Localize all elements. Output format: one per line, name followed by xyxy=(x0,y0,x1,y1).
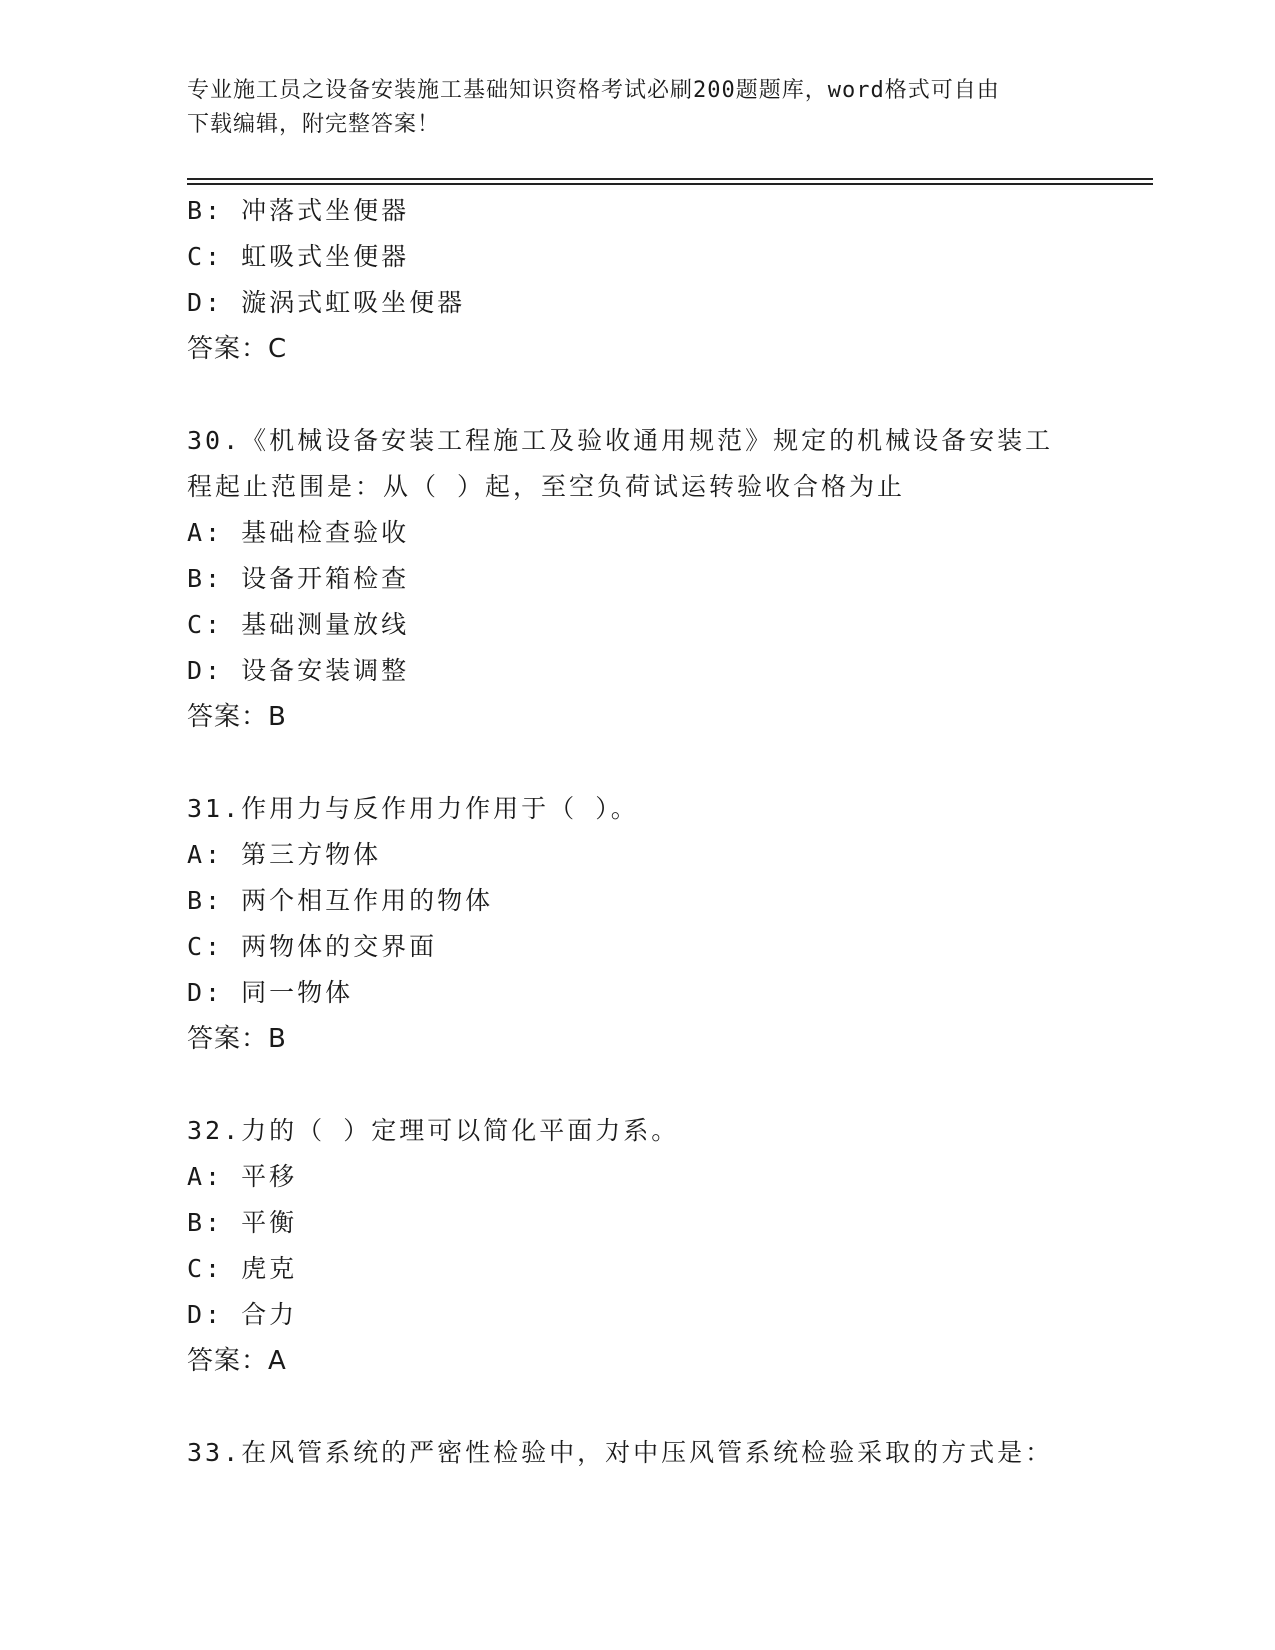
spacer xyxy=(187,1062,1087,1108)
option-b: B: 冲落式坐便器 xyxy=(187,196,410,225)
question-stem: 30.《机械设备安装工程施工及验收通用规范》规定的机械设备安装工 xyxy=(187,426,1054,455)
answer: 答案：B xyxy=(187,1024,287,1054)
option-b: B: 设备开箱检查 xyxy=(187,564,410,593)
question-31 xyxy=(187,786,1087,1062)
question-stem-continued: 程起止范围是：从（ ）起，至空负荷试运转验收合格为止 xyxy=(187,472,906,501)
option-a: A: 基础检查验收 xyxy=(187,518,410,547)
spacer xyxy=(187,740,1087,786)
header-line-2: 下载编辑，附完整答案！ xyxy=(187,112,441,137)
question-list xyxy=(187,188,1087,1476)
question-29-tail xyxy=(187,188,1087,372)
option-a: A: 第三方物体 xyxy=(187,840,382,869)
option-c: C: 虹吸式坐便器 xyxy=(187,242,410,271)
spacer xyxy=(187,1384,1087,1430)
question-stem: 33.在风管系统的严密性检验中，对中压风管系统检验采取的方式是： xyxy=(187,1438,1054,1467)
option-a: A: 平移 xyxy=(187,1162,298,1191)
question-stem: 31.作用力与反作用力作用于（ ）。 xyxy=(187,794,639,823)
question-33 xyxy=(187,1430,1087,1476)
answer: 答案：C xyxy=(187,334,288,364)
answer: 答案：A xyxy=(187,1346,287,1376)
option-d: D: 同一物体 xyxy=(187,978,354,1007)
answer: 答案：B xyxy=(187,702,287,732)
option-d: D: 设备安装调整 xyxy=(187,656,410,685)
option-b: B: 平衡 xyxy=(187,1208,298,1237)
option-d: D: 漩涡式虹吸坐便器 xyxy=(187,288,466,317)
option-d: D: 合力 xyxy=(187,1300,298,1329)
question-stem: 32.力的（ ）定理可以简化平面力系。 xyxy=(187,1116,680,1145)
option-c: C: 两物体的交界面 xyxy=(187,932,438,961)
document-header xyxy=(187,74,1087,142)
question-32 xyxy=(187,1108,1087,1384)
option-c: C: 基础测量放线 xyxy=(187,610,410,639)
spacer xyxy=(187,372,1087,418)
question-30 xyxy=(187,418,1087,740)
option-c: C: 虎克 xyxy=(187,1254,298,1283)
header-divider-bottom xyxy=(187,183,1153,185)
option-b: B: 两个相互作用的物体 xyxy=(187,886,494,915)
header-line-1: 专业施工员之设备安装施工基础知识资格考试必刷200题题库，word格式可自由 xyxy=(187,78,1000,103)
header-divider-top xyxy=(187,178,1153,180)
